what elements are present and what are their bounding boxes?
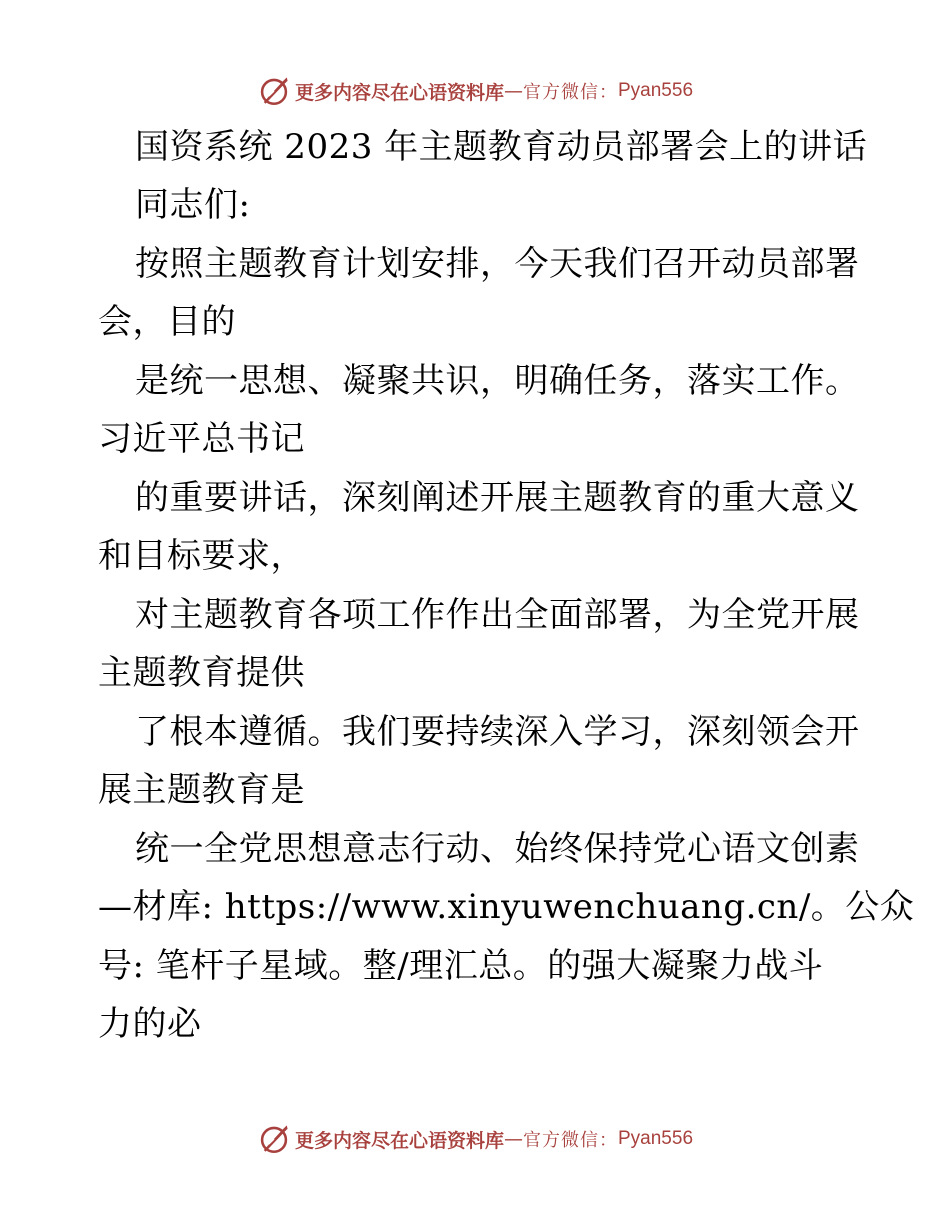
paragraph-line: 的重要讲话，深刻阐述开展主题教育的重大意义 xyxy=(135,478,860,518)
footer-banner-text: 更多内容尽在心语资料库 xyxy=(294,1129,504,1152)
footer-wechat-label: 官方微信： xyxy=(523,1130,618,1151)
pen-logo-icon xyxy=(257,1122,291,1156)
document-title: 国资系统 2023 年主题教育动员部署会上的讲话 xyxy=(135,127,868,167)
header-wechat-id: Pyan556 xyxy=(618,80,694,101)
paragraph-line: 习近平总书记 xyxy=(98,419,305,459)
paragraph-line: 了根本遵循。我们要持续深入学习，深刻领会开 xyxy=(135,712,860,752)
paragraph-line: 统一全党思想意志行动、始终保持党心语文创素 xyxy=(135,829,860,869)
salutation: 同志们: xyxy=(135,185,251,225)
header-banner xyxy=(0,71,950,111)
pen-logo-icon xyxy=(257,74,291,108)
paragraph-line: 主题教育提供 xyxy=(98,653,305,693)
header-banner-text: 更多内容尽在心语资料库 xyxy=(294,81,504,104)
paragraph-line: 对主题教育各项工作作出全面部署，为全党开展 xyxy=(135,595,860,635)
paragraph-line: 按照主题教育计划安排，今天我们召开动员部署 xyxy=(135,244,860,284)
paragraph-line: 和目标要求， xyxy=(98,536,305,576)
paragraph-line: 力的必 xyxy=(98,1004,202,1044)
paragraph-line: 是统一思想、凝聚共识，明确任务，落实工作。 xyxy=(135,361,860,401)
footer-banner-dash: — xyxy=(504,1128,523,1150)
paragraph-line: 号: 笔杆子星域。整/理汇总。的强大凝聚力战斗 xyxy=(98,946,824,986)
header-wechat-label: 官方微信： xyxy=(523,82,618,103)
paragraph-line: —材库: https://www.xinyuwenchuang.cn/。公众 xyxy=(98,887,915,927)
header-banner-dash: — xyxy=(504,80,523,102)
footer-wechat-id: Pyan556 xyxy=(618,1128,694,1149)
paragraph-line: 展主题教育是 xyxy=(98,770,305,810)
footer-banner xyxy=(0,1119,950,1159)
paragraph-line: 会，目的 xyxy=(98,302,236,342)
